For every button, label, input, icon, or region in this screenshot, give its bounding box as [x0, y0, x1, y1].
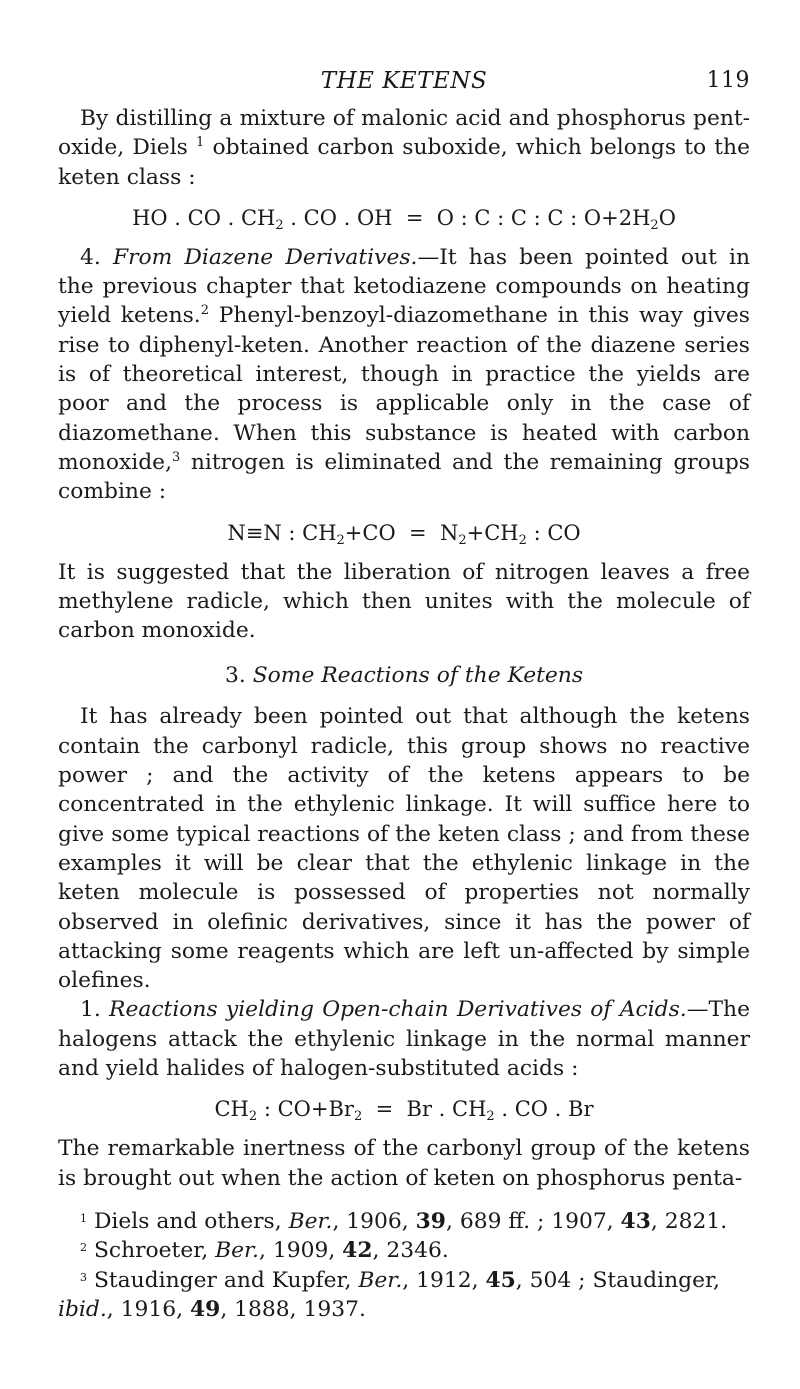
equation-carbon-suboxide: HO . CO . $CH_2$ . CO . OH = O : C : C : C : $O+2H_2O$ [132, 205, 676, 233]
footnote-ref-1: 1 [196, 135, 205, 151]
subheading-diazene: From Diazene Derivatives. [112, 244, 418, 270]
paragraph-carbon-suboxide: By distilling a mixture of malonic acid and phosphorus pent-oxide, Diels $^1$ obtained carbon suboxide, which belongs to the keten class : [58, 106, 750, 190]
equation-diazomethane: N≡N : $CH_2+CO = N_2+CH_2$ : CO [227, 520, 581, 548]
subheading-open-chain: Reactions yielding Open-chain Derivatives of Acids. [109, 997, 687, 1023]
section-heading: 3. Some Reactions of the Ketens [224, 663, 584, 689]
footnote-1: $^1$ Diels and others, Ber., 1906, 39, 689 ff. ; 1907, 43, 2821. [80, 1208, 728, 1234]
equation-bromination: $CH_2$ : $CO+Br_2 = Br$ . $CH_2$ . CO . Br [214, 1097, 594, 1125]
footnote-3: $^3$ Staudinger and Kupfer, Ber., 1912, 45, 504 ; Staudinger, ibid., 1916, 49, 1888, 1937. [58, 1267, 720, 1322]
running-title: THE KETENS [320, 68, 488, 94]
paragraph-diazene-derivatives: 4. From Diazene Derivatives.—It has been pointed out in the previous chapter that ketodiazene compounds on heating yield ketens.$^2$ Phenyl-benzoyl-diazomethane in this way gives rise to diphenyl-keten. Another reaction of the diazene series is of theoretical interest, though in practice the yields are poor and the process is applicable only in the case of diazomethane. When this substance is heated with carbon monoxide,$^3$ nitrogen is eliminated and the remaining groups combine : [58, 244, 751, 505]
paragraph-open-chain: 1. Reactions yielding Open-chain Derivatives of Acids.—The halogens attack the ethylenic linkage in the normal manner and yield halides of halogen-substituted acids : [58, 997, 750, 1082]
footnote-ref-2: 2 [200, 303, 209, 319]
paragraph-keten-reactions: It has already been pointed out that although the ketens contain the carbonyl radicle, this group shows no reactive power ; and the activity of the ketens appears to be concentrated in the ethylenic linkage. It will suffice here to give some typical reactions of the keten class ; and from these examples it will be clear that the ethylenic linkage in the keten molecule is possessed of properties not normally observed in olefinic derivatives, since it has the power of attacking some reagents which are left un-affected by simple olefines. [58, 704, 750, 994]
footnote-ref-3: 3 [172, 449, 181, 465]
footnotes [58, 1207, 750, 1324]
book-page [58, 68, 750, 1324]
running-header [58, 68, 750, 104]
paragraph-carbonyl-inertness: The remarkable inertness of the carbonyl group of the ketens is brought out when the action of keten on phosphorus penta- [58, 1136, 750, 1191]
page-number: 119 [706, 68, 750, 93]
paragraph-methylene: It is suggested that the liberation of nitrogen leaves a free methylene radicle, which then unites with the molecule of carbon monoxide. [58, 559, 750, 644]
footnote-2: $^2$ Schroeter, Ber., 1909, 42, 2346. [80, 1238, 449, 1264]
